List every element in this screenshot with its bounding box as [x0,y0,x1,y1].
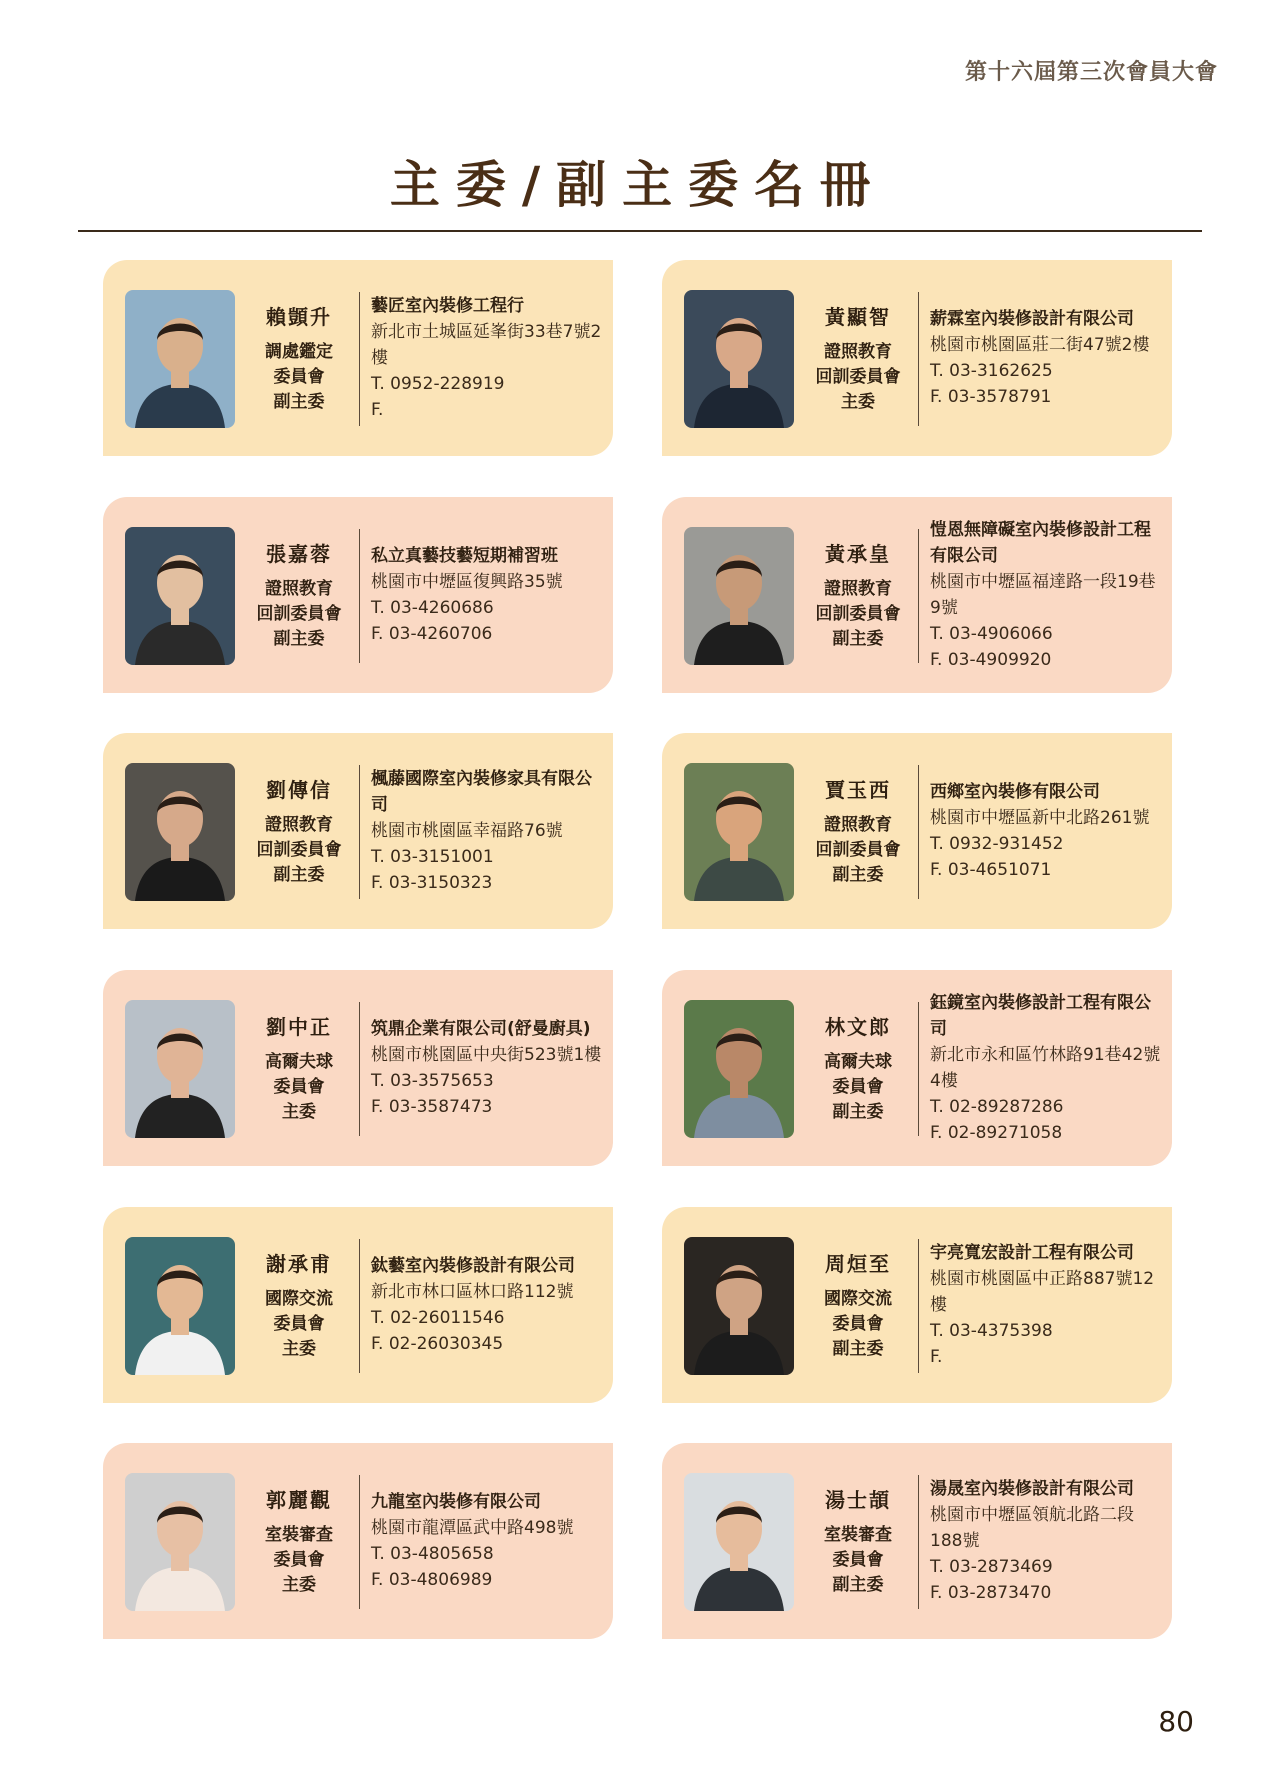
company-phone: T. 03-4906066 [930,624,1053,644]
member-role-line: 副主委 [832,1575,884,1595]
member-card [662,733,1172,929]
member-role-line: 高爾夫球 [265,1052,333,1072]
card-divider [359,292,360,426]
member-role-line: 副主委 [832,1339,884,1359]
company-phone: T. 02-89287286 [930,1097,1064,1117]
member-name: 周烜至 [825,1252,891,1276]
member-contact [930,1217,1162,1393]
company-fax: F. 03-3150323 [371,873,493,893]
member-role [802,990,914,1146]
member-role-line: 委員會 [273,1314,325,1334]
company-phone: T. 03-4805658 [371,1544,494,1564]
member-card [103,260,613,456]
company-address: 桃園市桃園區中正路887號12樓 [930,1269,1155,1315]
member-name: 賈玉西 [825,778,891,802]
company-name: 鈺鏡室內裝修設計工程有限公司 [930,993,1151,1039]
member-contact [371,743,603,919]
member-role [802,1227,914,1383]
member-role [243,1463,355,1619]
member-card [662,970,1172,1166]
member-contact [371,270,603,446]
company-name: 鈦藝室內裝修設計有限公司 [371,1256,575,1276]
company-fax: F. 02-26030345 [371,1334,504,1354]
card-divider [918,1002,919,1136]
member-role-line: 回訓委員會 [815,604,901,624]
member-photo [684,763,794,901]
member-card [103,1207,613,1403]
company-name: 藝匠室內裝修工程行 [371,296,524,316]
company-address: 桃園市中壢區復興路35號 [371,572,563,592]
member-contact [930,507,1162,683]
member-name: 黃承皇 [825,542,891,566]
company-fax: F. [930,1347,943,1367]
member-contact [371,1453,603,1629]
member-name: 張嘉蓉 [266,542,332,566]
member-name: 劉中正 [266,1015,332,1039]
member-photo [125,1237,235,1375]
member-role-line: 證照教育 [824,342,892,362]
member-role-line: 主委 [841,392,875,412]
company-address: 新北市林口區林口路112號 [371,1282,574,1302]
member-role-line: 主委 [282,1339,316,1359]
company-fax: F. 03-3587473 [371,1097,493,1117]
member-contact [371,507,603,683]
member-role-line: 室裝審查 [265,1525,333,1545]
company-fax: F. 03-4651071 [930,860,1052,880]
member-photo [125,290,235,428]
company-name: 私立真藝技藝短期補習班 [371,546,558,566]
member-role-line: 委員會 [273,1550,325,1570]
company-phone: T. 03-2873469 [930,1557,1053,1577]
member-contact [930,1453,1162,1629]
company-fax: F. 03-4806989 [371,1570,493,1590]
member-role [243,1227,355,1383]
company-phone: T. 03-3162625 [930,361,1053,381]
member-card [103,733,613,929]
card-divider [359,1239,360,1373]
company-phone: T. 0932-931452 [930,834,1064,854]
company-address: 桃園市中壢區領航北路二段188號 [930,1505,1134,1551]
member-role-line: 國際交流 [824,1289,892,1309]
member-role-line: 室裝審查 [824,1525,892,1545]
card-divider [918,1475,919,1609]
company-address: 桃園市桃園區中央街523號1樓 [371,1045,602,1065]
title-divider [78,230,1202,232]
card-divider [359,1475,360,1609]
member-role [802,517,914,673]
member-contact [930,743,1162,919]
company-fax: F. 03-4909920 [930,650,1052,670]
company-address: 桃園市中壢區新中北路261號 [930,808,1150,828]
member-name: 謝承甫 [266,1252,332,1276]
card-divider [359,1002,360,1136]
company-fax: F. 03-3578791 [930,387,1052,407]
member-role [243,753,355,909]
member-photo [684,1000,794,1138]
member-role-line: 證照教育 [824,579,892,599]
member-role-line: 副主委 [832,865,884,885]
member-name: 劉傳信 [266,778,332,802]
member-name: 郭麗觀 [266,1488,332,1512]
page-number: 80 [1158,1705,1194,1738]
member-role-line: 回訓委員會 [256,604,342,624]
member-name: 林文郎 [825,1015,891,1039]
company-fax: F. 03-2873470 [930,1583,1052,1603]
card-divider [918,765,919,899]
card-divider [359,765,360,899]
company-name: 湯晟室內裝修設計有限公司 [930,1479,1134,1499]
member-role-line: 國際交流 [265,1289,333,1309]
member-role-line: 高爾夫球 [824,1052,892,1072]
company-address: 桃園市中壢區福達路一段19巷9號 [930,572,1156,618]
member-role-line: 副主委 [832,629,884,649]
member-role-line: 主委 [282,1575,316,1595]
member-name: 湯士頡 [825,1488,891,1512]
member-name: 賴顗升 [266,305,332,329]
member-contact [371,1217,603,1393]
member-card [662,1207,1172,1403]
member-role-line: 主委 [282,1102,316,1122]
member-name: 黃顯智 [825,305,891,329]
member-role [802,1463,914,1619]
company-fax: F. 02-89271058 [930,1123,1063,1143]
company-name: 九龍室內裝修有限公司 [371,1492,541,1512]
company-name: 薪霖室內裝修設計有限公司 [930,309,1134,329]
member-photo [684,1473,794,1611]
member-role [243,990,355,1146]
member-role-line: 證照教育 [265,579,333,599]
member-role [243,280,355,436]
member-role-line: 委員會 [832,1314,884,1334]
member-role-line: 副主委 [273,865,325,885]
company-fax: F. [371,400,384,420]
member-role-line: 委員會 [273,1077,325,1097]
company-address: 桃園市桃園區幸福路76號 [371,821,563,841]
member-card [662,1443,1172,1639]
card-divider [918,1239,919,1373]
company-phone: T. 02-26011546 [371,1308,505,1328]
member-role-line: 調處鑑定 [265,342,333,362]
member-role-line: 證照教育 [265,815,333,835]
company-address: 桃園市龍潭區武中路498號 [371,1518,574,1538]
member-photo [684,527,794,665]
company-name: 西鄉室內裝修有限公司 [930,782,1100,802]
company-phone: T. 03-3575653 [371,1071,494,1091]
member-role-line: 副主委 [273,392,325,412]
company-phone: T. 03-3151001 [371,847,494,867]
member-contact [371,980,603,1156]
member-role-line: 回訓委員會 [815,367,901,387]
member-contact [930,980,1162,1156]
member-role [802,753,914,909]
member-photo [125,527,235,665]
member-photo [125,1000,235,1138]
card-divider [918,292,919,426]
company-fax: F. 03-4260706 [371,624,493,644]
company-name: 宇亮寬宏設計工程有限公司 [930,1243,1134,1263]
company-address: 桃園市桃園區莊二街47號2樓 [930,335,1150,355]
company-address: 新北市永和區竹林路91巷42號4樓 [930,1045,1161,1091]
member-role-line: 委員會 [832,1550,884,1570]
member-role [802,280,914,436]
member-role-line: 回訓委員會 [256,840,342,860]
company-address: 新北市土城區延峯街33巷7號2樓 [371,322,602,368]
company-name: 愷恩無障礙室內裝修設計工程有限公司 [930,520,1151,566]
member-card [662,497,1172,693]
member-role-line: 證照教育 [824,815,892,835]
member-role [243,517,355,673]
member-photo [125,763,235,901]
member-card [103,497,613,693]
company-phone: T. 03-4260686 [371,598,494,618]
company-name: 楓藤國際室內裝修家具有限公司 [371,769,592,815]
member-role-line: 副主委 [273,629,325,649]
member-photo [125,1473,235,1611]
member-card [103,970,613,1166]
member-role-line: 回訓委員會 [815,840,901,860]
member-photo [684,290,794,428]
member-card [103,1443,613,1639]
company-phone: T. 03-4375398 [930,1321,1053,1341]
company-name: 筑鼎企業有限公司(舒曼廚具) [371,1019,591,1039]
member-role-line: 副主委 [832,1102,884,1122]
page-title: 主委/副主委名冊 [389,155,887,214]
event-header: 第十六屆第三次會員大會 [964,60,1218,85]
member-contact [930,270,1162,446]
card-divider [359,529,360,663]
member-photo [684,1237,794,1375]
member-card [662,260,1172,456]
card-divider [918,529,919,663]
member-role-line: 委員會 [273,367,325,387]
company-phone: T. 0952-228919 [371,374,505,394]
member-role-line: 委員會 [832,1077,884,1097]
